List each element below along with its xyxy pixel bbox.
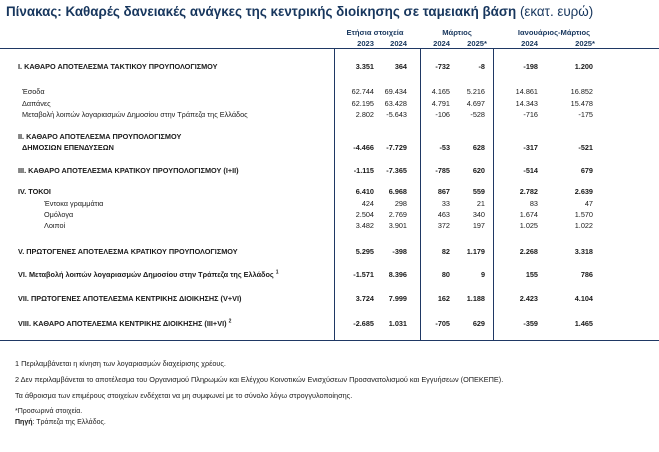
header-year-2025-march: 2025*	[467, 39, 487, 48]
row-value: 6.410	[355, 187, 374, 196]
row-label	[18, 132, 181, 141]
row-value: 2.782	[519, 187, 538, 196]
row-value: 2.769	[388, 210, 407, 219]
row-label-text: Μεταβολή λοιπών λογαριασμών Δημοσίου στην Τράπεζα της Ελλάδος	[22, 110, 248, 119]
header-jan-march: Ιανουάριος-Μάρτιος	[517, 28, 591, 37]
row-value: -198	[523, 62, 538, 71]
row-value: 2.423	[519, 294, 538, 303]
row-label	[22, 110, 248, 119]
row-value: -1.115	[353, 166, 374, 175]
footnote-marker: 1	[275, 269, 279, 276]
row-value: -7.729	[386, 143, 407, 152]
row-value: 9	[480, 270, 485, 279]
row-label	[18, 187, 51, 196]
row-value: 1.465	[574, 319, 593, 328]
table-row	[0, 99, 659, 110]
row-value: 14.861	[515, 87, 538, 96]
row-value: -514	[523, 166, 538, 175]
header-year-2024-janmar: 2024	[521, 39, 538, 48]
row-label-text: Δαπάνες	[22, 99, 51, 108]
table-row	[0, 62, 659, 73]
row-value: 1.031	[388, 319, 407, 328]
row-value: -716	[523, 110, 538, 119]
row-value: 786	[580, 270, 593, 279]
row-label	[18, 319, 231, 328]
row-value: -8	[478, 62, 485, 71]
row-value: 62.195	[351, 99, 374, 108]
row-label-text: VI. Μεταβολή λοιπών λογαριασμών Δημοσίου στην Τράπεζα της Ελλάδος	[18, 270, 274, 279]
row-value: 424	[361, 199, 374, 208]
row-value: 47	[584, 199, 593, 208]
row-label-text: Λοιποί	[44, 221, 66, 230]
row-value: 69.434	[384, 87, 407, 96]
row-value: 155	[525, 270, 538, 279]
row-label	[22, 87, 45, 96]
row-value: -785	[435, 166, 450, 175]
row-value: 1.022	[574, 221, 593, 230]
row-label-text: IV. ΤΟΚΟΙ	[18, 187, 51, 196]
header-year-2025-janmar: 2025*	[575, 39, 595, 48]
table-row	[0, 294, 659, 305]
row-value: -5.643	[386, 110, 407, 119]
row-label	[18, 166, 239, 175]
row-value: -732	[435, 62, 450, 71]
header-march: Μάρτιος	[442, 28, 472, 37]
table-row	[0, 87, 659, 98]
row-value: 8.396	[388, 270, 407, 279]
row-label-text: I. ΚΑΘΑΡΟ ΑΠΟΤΕΛΕΣΜΑ ΤΑΚΤΙΚΟΥ ΠΡΟΥΠΟΛΟΓΙΣΜΟΥ	[18, 62, 218, 71]
footnote-marker: 2	[228, 318, 232, 325]
row-label-text: II. ΚΑΘΑΡΟ ΑΠΟΤΕΛΕΣΜΑ ΠΡΟΥΠΟΛΟΓΙΣΜΟΥ	[18, 132, 182, 141]
footnote-2: 2 Δεν περιλαμβάνεται το αποτέλεσμα του Οργανισμού Πληρωμών και Ελέγχου Κοινοτικών Ενισχύσεων Προσανατολισμού και Εγγυήσεων (ΟΠΕΚΕΠΕ).	[15, 375, 504, 384]
table-row	[0, 110, 659, 121]
table-title	[6, 4, 593, 19]
row-value: 3.901	[388, 221, 407, 230]
row-value: 63.428	[384, 99, 407, 108]
row-label-text: VIII. ΚΑΘΑΡΟ ΑΠΟΤΕΛΕΣΜΑ ΚΕΝΤΡΙΚΗΣ ΔΙΟΙΚΗΣΗΣ (III+VI)	[18, 319, 227, 328]
row-value: -359	[523, 319, 538, 328]
row-value: 82	[441, 247, 450, 256]
table-row	[0, 270, 659, 281]
row-label	[18, 247, 238, 256]
row-value: 679	[580, 166, 593, 175]
table-row	[0, 166, 659, 177]
header-year-2024-march: 2024	[433, 39, 450, 48]
row-value: -1.571	[353, 270, 374, 279]
row-value: 1.025	[519, 221, 538, 230]
row-label	[18, 294, 241, 303]
row-label-text: Ομόλογα	[44, 210, 74, 219]
row-label-text: ΔΗΜΟΣΙΩΝ ΕΠΕΝΔΥΣΕΩΝ	[22, 143, 114, 152]
header-annual: Ετήσια στοιχεία	[346, 28, 404, 37]
row-value: -398	[392, 247, 407, 256]
title-main: Πίνακας: Καθαρές δανειακές ανάγκες της κεντρικής διοίκησης σε ταμειακή βάση	[6, 4, 517, 19]
row-label-text: III. ΚΑΘΑΡΟ ΑΠΟΤΕΛΕΣΜΑ ΚΡΑΤΙΚΟΥ ΠΡΟΥΠΟΛΟΓΙΣΜΟΥ (I+II)	[18, 166, 239, 175]
row-value: -705	[435, 319, 450, 328]
row-label	[22, 99, 51, 108]
header-rule	[0, 48, 659, 49]
row-label	[22, 143, 114, 152]
title-unit: (εκατ. ευρώ)	[519, 4, 594, 19]
row-value: 197	[472, 221, 485, 230]
row-value: 1.674	[519, 210, 538, 219]
row-value: -4.466	[353, 143, 374, 152]
header-year-2024-annual: 2024	[390, 39, 407, 48]
row-value: -106	[435, 110, 450, 119]
row-value: 1.200	[574, 62, 593, 71]
row-value: 4.104	[574, 294, 593, 303]
row-value: 162	[437, 294, 450, 303]
table-row	[0, 319, 659, 330]
row-value: 559	[472, 187, 485, 196]
table-row	[0, 221, 659, 232]
row-value: 3.318	[574, 247, 593, 256]
row-value: 1.188	[466, 294, 485, 303]
row-label-text: Έσοδα	[22, 87, 45, 96]
row-value: -175	[578, 110, 593, 119]
row-label-text: V. ΠΡΩΤΟΓΕΝΕΣ ΑΠΟΤΕΛΕΣΜΑ ΚΡΑΤΙΚΟΥ ΠΡΟΥΠΟΛΟΓΙΣΜΟΥ	[18, 247, 238, 256]
row-value: 372	[437, 221, 450, 230]
row-value: 340	[472, 210, 485, 219]
row-value: 1.570	[574, 210, 593, 219]
row-label	[44, 199, 103, 208]
row-value: 298	[394, 199, 407, 208]
source-label: Πηγή	[15, 419, 33, 426]
row-value: 14.343	[515, 99, 538, 108]
row-value: 62.744	[351, 87, 374, 96]
row-label	[18, 62, 218, 71]
row-value: 463	[437, 210, 450, 219]
table-row	[0, 132, 659, 143]
bottom-rule	[0, 340, 659, 341]
row-label-text: VII. ΠΡΩΤΟΓΕΝΕΣ ΑΠΟΤΕΛΕΣΜΑ ΚΕΝΤΡΙΚΗΣ ΔΙΟΙΚΗΣΗΣ (V+VI)	[18, 294, 242, 303]
row-label-text: Έντοκα γραμμάτια	[44, 199, 104, 208]
table-row	[0, 143, 659, 154]
row-value: 80	[441, 270, 450, 279]
rounding-note: Τα άθροισμα των επιμέρους στοιχείων ενδέχεται να μη συμφωνεί με το σύνολο λόγω στρογγυλοποίησης.	[15, 391, 353, 400]
row-value: 6.968	[388, 187, 407, 196]
row-value: 4.791	[431, 99, 450, 108]
table-row	[0, 187, 659, 198]
header-year-2023: 2023	[357, 39, 374, 48]
row-value: -521	[578, 143, 593, 152]
row-value: 2.639	[574, 187, 593, 196]
row-value: -7.365	[386, 166, 407, 175]
row-value: 33	[441, 199, 450, 208]
row-value: 16.852	[570, 87, 593, 96]
row-value: 1.179	[466, 247, 485, 256]
table-row	[0, 210, 659, 221]
row-value: 15.478	[570, 99, 593, 108]
table-row	[0, 199, 659, 210]
row-value: 5.216	[466, 87, 485, 96]
row-value: 629	[472, 319, 485, 328]
row-value: 83	[529, 199, 538, 208]
row-value: 620	[472, 166, 485, 175]
row-value: -528	[470, 110, 485, 119]
row-label	[44, 221, 65, 230]
row-value: 21	[476, 199, 485, 208]
row-value: 5.295	[355, 247, 374, 256]
footnote-1: 1 Περιλαμβάνεται η κίνηση των λογαριασμών διαχείρισης χρέους.	[15, 359, 226, 368]
row-value: 867	[437, 187, 450, 196]
row-value: -317	[523, 143, 538, 152]
source-text: : Τράπεζα της Ελλάδος.	[32, 419, 106, 426]
row-value: 7.999	[388, 294, 407, 303]
row-value: 3.482	[355, 221, 374, 230]
row-value: -53	[439, 143, 450, 152]
row-value: 628	[472, 143, 485, 152]
table-row	[0, 247, 659, 258]
row-value: 2.504	[355, 210, 374, 219]
row-label	[44, 210, 73, 219]
row-label	[18, 270, 279, 279]
provisional-note: *Προσωρινά στοιχεία.	[15, 408, 83, 415]
row-value: 4.165	[431, 87, 450, 96]
row-value: 2.268	[519, 247, 538, 256]
row-value: 364	[394, 62, 407, 71]
row-value: 3.724	[355, 294, 374, 303]
row-value: -2.685	[353, 319, 374, 328]
row-value: 3.351	[355, 62, 374, 71]
row-value: 4.697	[466, 99, 485, 108]
source-note	[15, 419, 106, 426]
row-value: 2.802	[355, 110, 374, 119]
